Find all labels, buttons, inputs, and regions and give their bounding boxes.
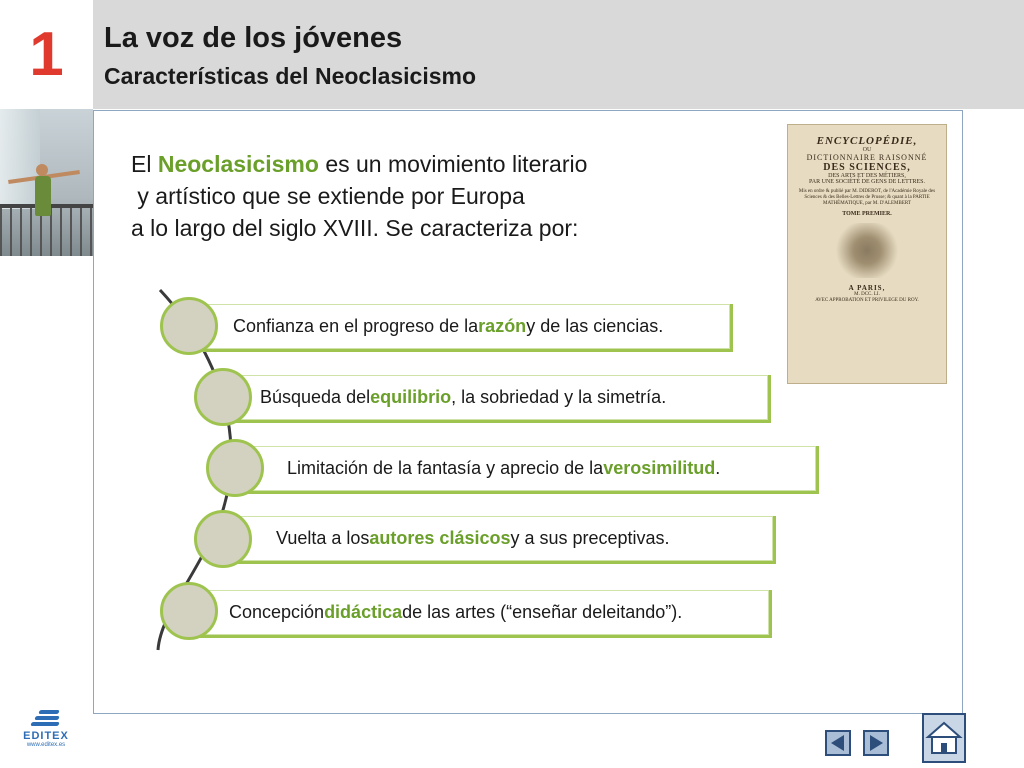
list-bullet-circle: [194, 368, 252, 426]
list-bullet-circle: [160, 297, 218, 355]
book-line-1: DICTIONNAIRE RAISONNÉ: [806, 153, 928, 162]
list-item: Búsqueda del equilibrio , la sobriedad y la simetría.: [220, 375, 771, 423]
editex-logo-url: www.editex.es: [26, 742, 66, 748]
book-ou: OU: [862, 147, 872, 153]
highlight-neoclasicismo: Neoclasicismo: [157, 151, 319, 177]
book-title: ENCYCLOPÉDIE,: [816, 135, 918, 147]
book-line-9: AVEC APPROBATION ET PRIVILEGE DU ROY.: [815, 298, 919, 303]
list-item: Vuelta a los autores clásicos y a sus preceptivas.: [220, 516, 776, 564]
highlight-autores-clasicos: autores clásicos: [369, 528, 511, 548]
book-line-6: TOME PREMIER.: [842, 211, 892, 217]
intro-line-2: y artístico que se extiende por Europa: [131, 183, 525, 209]
highlight-equilibrio: equilibrio: [370, 387, 452, 407]
previous-button[interactable]: [825, 730, 851, 756]
list-item: Limitación de la fantasía y aprecio de la verosimilitud .: [231, 446, 819, 494]
book-line-2: DES SCIENCES,: [823, 162, 911, 173]
list-bullet-circle: [206, 439, 264, 497]
intro-line-3: a lo largo del siglo XVIII. Se caracteriza por:: [131, 215, 579, 241]
slide-title: La voz de los jóvenes: [104, 22, 403, 54]
editex-logo-mark: [31, 710, 61, 728]
book-line-4: PAR UNE SOCIÉTÉ DE GENS DE LETTRES.: [809, 179, 925, 185]
home-icon: [924, 715, 964, 761]
book-line-7: A PARIS,: [848, 284, 886, 292]
slide-subtitle: Características del Neoclasicismo: [104, 63, 477, 89]
highlight-razon: razón: [478, 316, 527, 336]
book-line-8: M. DCC. LI.: [854, 292, 880, 297]
list-bullet-circle: [160, 582, 218, 640]
next-arrow-icon: [865, 732, 887, 754]
editex-logo: [14, 710, 78, 760]
editex-logo-name: EDITEX: [23, 730, 69, 742]
book-line-5: Mis en ordre & publié par M. DIDEROT, de l'Académie Royale des Sciences & des Belles-Lettres de Prusse; & quant à la PARTIE MATHÉMATIQUE, par M. D'ALEMBERT: [798, 189, 936, 206]
book-line-3: DES ARTS ET DES MÉTIERS,: [828, 173, 906, 179]
next-button[interactable]: [863, 730, 889, 756]
list-item: Concepción didáctica de las artes (“enseñar deleitando”).: [187, 590, 772, 638]
chapter-number: 1: [29, 20, 64, 89]
highlight-didactica: didáctica: [324, 602, 403, 622]
home-button[interactable]: [922, 713, 966, 763]
list-item: Confianza en el progreso de la razón y de las ciencias.: [187, 304, 733, 352]
list-bullet-circle: [194, 510, 252, 568]
highlight-verosimilitud: verosimilitud: [603, 458, 716, 478]
previous-arrow-icon: [827, 732, 849, 754]
intro-line-1: El Neoclasicismo es un movimiento literario: [131, 151, 588, 177]
